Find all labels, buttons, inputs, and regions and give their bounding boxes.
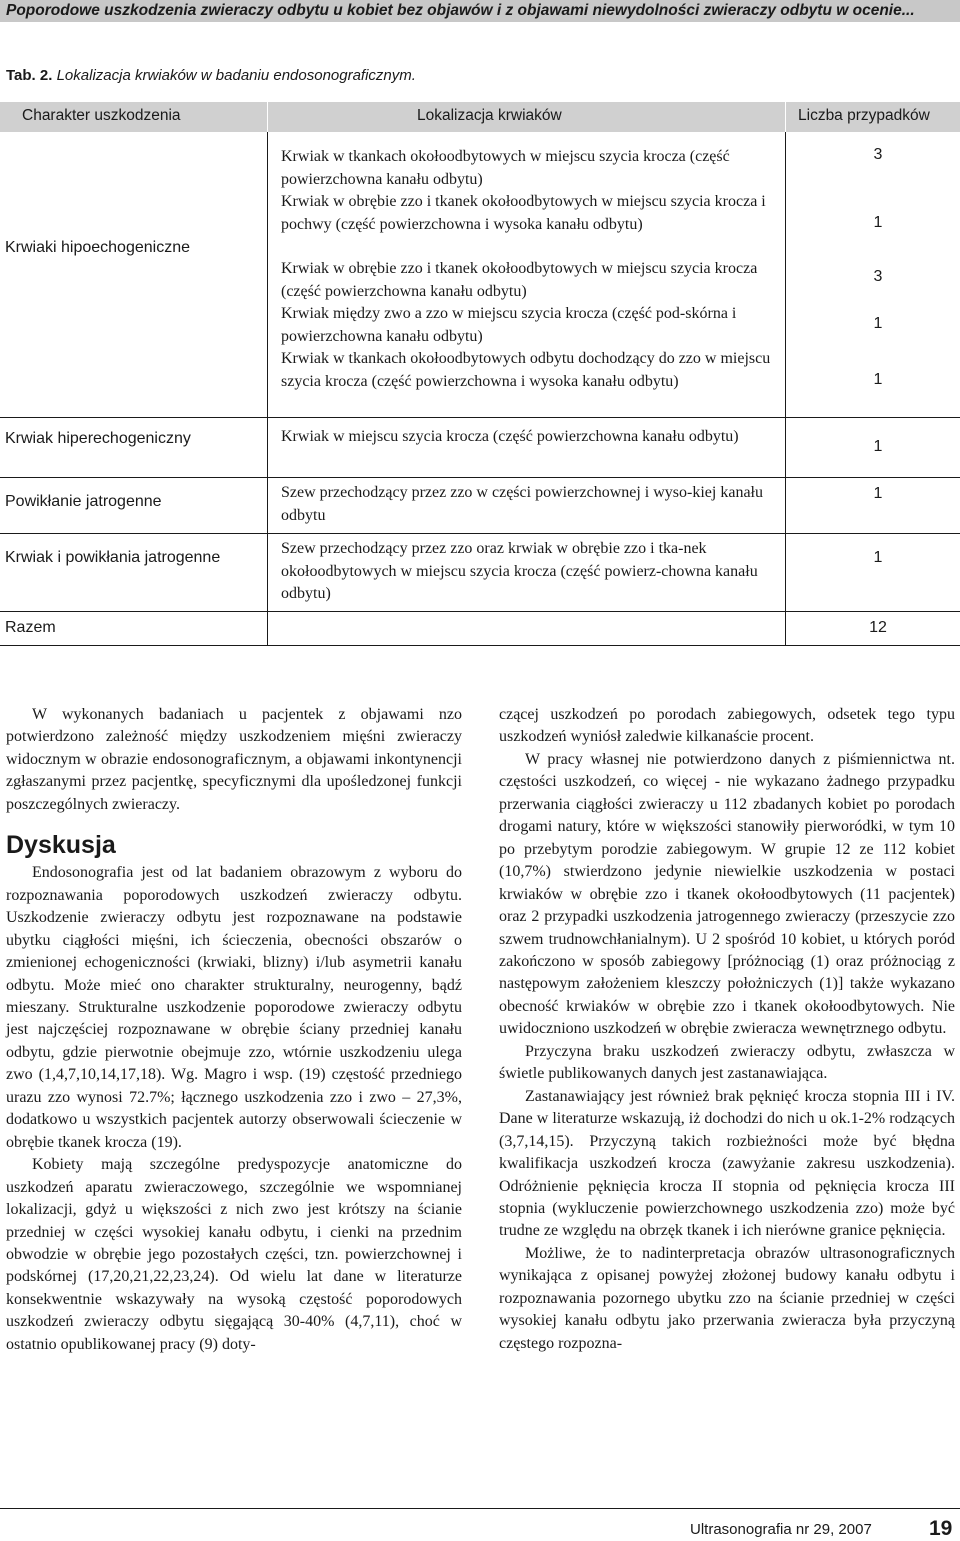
column-header-location: Lokalizacja krwiaków [417,107,562,124]
count-cell: 1 [873,315,883,332]
column-header-type: Charakter uszkodzenia [22,107,181,124]
total-label: Razem [5,619,56,636]
body-paragraph: Endosonografia jest od lat badaniem obrazowym z wyboru do rozpoznawania poporodowych uszkodzeń zwieraczy odbytu. Uszkodzenie zwieraczy odbytu jest rozpoznawane na podstawie ubytku ciągłości mięśni, ich ścieczenia, obecności obszarów o zmienionej echogeniczności (krwiaki, blizny) i/lub asymetrii kanału odbytu. Może mieć ono charakter strukturalny, neurogenny, bądź mieszany. Strukturalne uszkodzenie poporodowe zwieraczy odbytu jest najczęściej rozpoznawane w obrębie ściany przedniej kanału odbytu, gdzie pierwotnie obejmuje zzo, wtórnie uszkodzeniu ulega zwo (1,4,7,10,14,17,18). Wg. Magro i wsp. (19) częstość przedniego urazu zzo wynosi 72.7%; łącznego uszkodzenia zzo i zwo – 27,3%, dodatkowo u wszystkich pacjentek autorzy obserwowali ścieczenie w obrębie tkanek krocza (19). [6,864,462,1151]
location-cell: Szew przechodzący przez zzo w części powierzchownej i wyso-kiej kanału odbytu [281,484,763,524]
count-cell: 1 [873,371,883,388]
body-paragraph: Kobiety mają szczególne predyspozycje anatomiczne do uszkodzeń aparatu zwieraczowego, szczególnie we wspomnianej lokalizacji, gdyż u większości z nich zwo jest krótszy na ścianie przedniej w części wysokiej kanału odbytu, i cienki na przednim obwodzie w obrębie jego pozostałych części, tzn. powierzchownej i podskórnej (17,20,21,22,23,24). Od wielu lat dane w literaturze konsekwentnie wskazywały na wysoką częstość poporodowych uszkodzeń zwieraczy odbytu sięgającą 30-40% (4,7,11), choć w ostatnio opublikowanej pracy (9) doty- [6,1156,462,1353]
count-cell: 3 [873,268,883,285]
table-caption [6,67,416,84]
table-bottom-rule [0,645,960,646]
column-header-count: Liczba przypadków [798,107,930,124]
category-cell: Krwiak i powikłania jatrogenne [5,549,221,566]
location-cell: Krwiak w tkankach okołoodbytowych odbytu dochodzący do zzo w miejscu szycia krocza (część powierzchowna i wysoka kanału odbytu) [281,350,771,390]
body-paragraph: czącej uszkodzeń po porodach zabiegowych, odsetek tego typu uszkodzeń wyniósł zaledwie kilkanaście procent. [499,706,955,746]
section-heading: Dyskusja [6,831,116,860]
location-cell: Krwiak w obrębie zzo i tkanek okołoodbytowych w miejscu szycia krocza i pochwy (część powierzchowna i wysoka kanału odbytu) [281,193,766,233]
count-cell: 3 [873,146,883,163]
location-cell: Krwiak w tkankach okołoodbytowych w miejscu szycia krocza (część powierzchowna kanału odbytu) [281,148,730,188]
body-column-right [499,704,955,1355]
header-divider [785,102,786,132]
location-cell: Krwiak w miejscu szycia krocza (część powierzchowna kanału odbytu) [281,428,739,445]
running-title: Poporodowe uszkodzenia zwieraczy odbytu u kobiet bez objawów i z objawami niewydolności zwieraczy odbytu w ocenie... [6,2,915,19]
row-divider [0,533,960,534]
table-header-row [0,102,960,132]
body-paragraph: W pracy własnej nie potwierdzono danych z piśmiennictwa nt. częstości uszkodzeń, co więcej - nie wykazano żadnego przypadku przerwania ciągłości zwieraczy u 112 zbadanych kobiet po porodach drogami natury, które w większości stanowiły pierworódki, w tym 10 po przebytym porodzie zabiegowym. W grupie 12 ze 112 kobiet (10,7%) stwierdzono jedynie niewielkie uszkodzenia w postaci krwiaków w obrębie zzo i tkanek okołoodbytowych (11 pacjentek) oraz 2 przypadki uszkodzenia jatrogennego zwieraczy (przeszycie zzo szwem trudnowchłanialnym). U 2 spośród 10 kobiet, u których poród zakończono w sposób zabiegowy [próżnociąg (1) oraz próżnociąg z następowym założeniem kleszczy położniczych (1)] także wykazano obecność krwiaków w obrębie zzo i tkanek okołoodbytowych. Nie uwidoczniono uszkodzeń w obrębie zwieracza wewnętrznego odbytu. [499,750,955,1038]
body-column-left [6,704,462,1356]
table-label: Tab. 2. [6,67,53,84]
count-cell: 1 [873,485,883,502]
category-cell: Powikłanie jatrogenne [5,493,162,510]
footer-rule [0,1508,960,1509]
body-paragraph: Możliwe, że to nadinterpretacja obrazów ultrasonograficznych wynikająca z opisanej powyżej złożonej budowy kanału odbytu i rozpoznawania pozornego ubytku zzo na ścianie przedniej w części wysokiej kanału odbytu jako przerwania zwieracza była przyczyną częstego rozpozna- [499,1244,955,1352]
header-divider [267,102,268,132]
total-count: 12 [869,619,887,636]
row-divider [0,611,960,612]
column-divider [267,132,268,645]
location-cell: Krwiak w obrębie zzo i tkanek okołoodbytowych w miejscu szycia krocza (część powierzchowna kanału odbytu) [281,260,758,300]
running-header [0,0,960,22]
location-cell: Szew przechodzący przez zzo oraz krwiak w obrębie zzo i tka-nek okołoodbytowych w miejscu szycia krocza (część powierz-chowna kanału odbytu) [281,540,758,602]
location-cell: Krwiak między zwo a zzo w miejscu szycia krocza (część pod-skórna i powierzchowna kanału odbytu) [281,305,737,345]
row-divider [0,477,960,478]
row-divider [0,417,960,418]
body-paragraph: Przyczyna braku uszkodzeń zwieraczy odbytu, zwłaszcza w świetle publikowanych danych jest zastanawiająca. [499,1042,955,1083]
count-cell: 1 [873,549,883,566]
category-cell: Krwiak hiperechogeniczny [5,430,191,447]
count-cell: 1 [873,438,883,455]
count-cell: 1 [873,214,883,231]
body-paragraph: Zastanawiający jest również brak pęknięć krocza stopnia III i IV. Dane w literaturze wskazują, iż dochodzi do nich u ok.1-2% rodzących (3,7,14,15). Przyczyną takich rozbieżności może być błędna kwalifikacja uszkodzeń krocza (zawyżanie zakresu uszkodzenia). Odróżnienie pęknięcia krocza II stopnia od pęknięcia krocza III stopnia (wykluczenie powierzchownego uszkodzenia zzo) może być trudne ze względu na obrzęk tkanek i ich nierówne granice pęknięcia. [499,1087,955,1240]
journal-name: Ultrasonografia nr 29, 2007 [690,1521,872,1538]
table-caption-text: Lokalizacja krwiaków w badaniu endosonograficznym. [56,67,416,84]
column-divider [785,132,786,645]
page-number: 19 [929,1517,953,1540]
category-cell: Krwiaki hipoechogeniczne [5,239,190,256]
intro-paragraph: W wykonanych badaniach u pacjentek z objawami nzo potwierdzono zależność między uszkodzeniem mięśni zwieraczy widocznym w obrazie endosonograficznym, a objawami inkontynencji zgłaszanymi przez pacjentkę, specyficznymi dla upośledzonej funkcji poszczególnych zwieraczy. [6,706,462,813]
